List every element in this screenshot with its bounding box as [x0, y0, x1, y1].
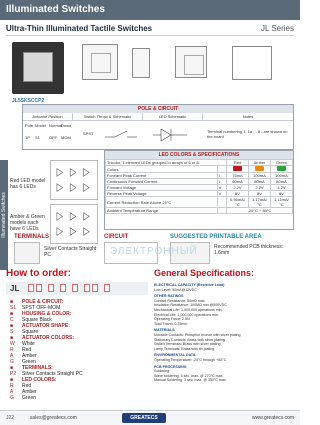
- led-sym: [217, 197, 226, 208]
- order-option: P2 Silver Contacts Straight PC: [10, 371, 83, 377]
- spec-line: Contact Resistance: 50mΩ max.: [154, 298, 206, 303]
- order-section-title: ■ ACTUATOR SHAPE:: [10, 323, 70, 329]
- led-value: 8V: [227, 191, 249, 197]
- order-option: W White: [10, 341, 35, 347]
- spec-group-head: ELECTRICAL CAPACITY (Resistive Load): [154, 283, 225, 287]
- spec-group-head: PCB PROCESSING: [154, 364, 187, 369]
- col-led-schematic: LED Schematic: [143, 113, 203, 120]
- order-slot: [72, 284, 78, 292]
- led-color-amber: Amber: [249, 160, 271, 166]
- part-number: JL5SKSCCP2: [12, 98, 45, 104]
- led-red-label: Red LED model has 6 LEDs: [10, 178, 46, 190]
- green-swatch: [277, 166, 286, 171]
- order-option: A Amber: [10, 389, 37, 395]
- order-option: R Red: [10, 347, 32, 353]
- circuit-title: CIRCUIT: [104, 234, 129, 240]
- order-section-title: ■ HOUSING & COLOR:: [10, 311, 72, 317]
- how-to-order-title: How to order:: [6, 268, 71, 279]
- pole-body: [23, 121, 293, 149]
- led-row: [106, 208, 293, 214]
- order-code-box: [6, 282, 148, 295]
- terminal-drawing: [14, 242, 40, 264]
- pole-sub-normal: Normal: [49, 123, 62, 128]
- led-value: 1.11mA/°C: [271, 197, 293, 208]
- led-color-red: Red: [227, 160, 249, 166]
- led-value: 4.2V: [271, 185, 293, 191]
- led-value: 100mA: [271, 173, 293, 179]
- side-tab-label: Illuminated Switches: [1, 192, 7, 238]
- order-section-title: ■ POLE & CIRCUIT:: [10, 299, 64, 305]
- led-sym: [217, 166, 226, 173]
- led-header-row: [106, 160, 293, 166]
- order-slot: [36, 284, 42, 292]
- led-value: 100mA: [249, 173, 271, 179]
- led-spec-title: LED COLORS & SPECIFICATIONS: [105, 151, 293, 159]
- order-option: G Green: [10, 359, 36, 365]
- pole-circuit-title: POLE & CIRCUIT: [23, 105, 293, 113]
- led-sym: I: [217, 173, 226, 179]
- general-spec-title: General Specifications:: [154, 268, 255, 278]
- brand-logo: GREATECS: [122, 413, 166, 423]
- led-value: 60mA: [227, 179, 249, 185]
- amber-swatch: [255, 166, 264, 171]
- spec-line: Wave soldering: 5 sec. max. @ 270°C max.: [154, 373, 224, 378]
- spec-line: Electrical Life: 1,000,000 operations min.: [154, 312, 219, 317]
- led-array-amber-green-diagram: [50, 204, 98, 244]
- led-array-red-diagram: [50, 160, 98, 200]
- watermark: ЭЛЕКТРОННЫЙ: [110, 246, 198, 257]
- order-slot: [28, 284, 34, 292]
- led-col-header: Tricolor, 1 element LEDs grouped in arrays of 6 or 8.: [106, 160, 227, 166]
- order-slot: [60, 284, 66, 292]
- footer-divider: [0, 410, 300, 411]
- led-sym: [217, 208, 226, 214]
- pole-header-row: [23, 113, 293, 121]
- spec-line: Movable Contacts: Phosphor bronze with silver plating: [154, 332, 241, 337]
- pcb-note: Recommended PCB thickness: 1.6mm: [214, 244, 284, 256]
- spec-line: Insulation Resistance: 100MΩ min.@500VDC: [154, 303, 227, 308]
- led-param: Colors: [106, 166, 218, 173]
- terminal-label: Silver Contacts Straight PC: [44, 246, 97, 258]
- led-spec-table: [104, 150, 294, 230]
- terminals-title: TERMINALS: [14, 234, 49, 240]
- order-slot: [48, 284, 54, 292]
- led-value: 8V: [249, 191, 271, 197]
- email-link[interactable]: sales@greatecs.com: [30, 415, 77, 421]
- spec-group-head: ENVIRONMENTAL DATA: [154, 353, 196, 358]
- order-slot: [104, 284, 110, 292]
- led-value: 80mA: [271, 179, 293, 185]
- order-options: [10, 299, 148, 401]
- pole-throw: SPST: [83, 131, 94, 136]
- drawing-bottom-view: [175, 46, 207, 78]
- spec-line: Operating Temperature: -20°C through +85°C: [154, 357, 227, 362]
- spec-group-head: MATERIALS: [154, 328, 175, 333]
- led-value: 2.2V: [227, 185, 249, 191]
- side-tab: [0, 160, 8, 270]
- pole-circuit-table: [22, 104, 294, 150]
- order-option: A Amber: [10, 353, 37, 359]
- pole-sub-pole: Pole: [25, 123, 34, 128]
- led-sym: V: [217, 191, 226, 197]
- spec-line: Stationary Contacts: Brass with silver plating: [154, 337, 225, 342]
- series-label: JL Series: [260, 24, 294, 33]
- led-value: 80mA: [249, 179, 271, 185]
- order-option: S1 SPST OFF-MOM: [10, 305, 61, 311]
- led-value: 8V: [271, 191, 293, 197]
- spec-line: Total Travel: 0.25mm: [154, 321, 188, 326]
- switch-schematic-icon: [103, 127, 139, 143]
- led-amber-green-label: Amber & Green models each have 6 LEDs: [10, 214, 45, 232]
- led-value: -20°C ~ 85°C: [227, 208, 293, 214]
- drawing-footprint: [232, 46, 272, 80]
- spec-group-head: OTHER RATINGS: [154, 294, 184, 299]
- led-param: Forward Peak Current: [106, 173, 218, 179]
- order-section-title: ■ TERMINALS:: [10, 365, 53, 371]
- order-section-title: ■ LED COLORS:: [10, 377, 57, 383]
- pole-note: Terminal numbering 1, 1a ... 8 - are shown on the board: [207, 129, 288, 139]
- led-param: Current Reduction Rate Above 25°C: [106, 197, 218, 208]
- spec-line: Mechanical Life: 1,000,000 operations min.: [154, 307, 223, 312]
- spec-line: Manual Soldering: 3 sec. max. @ 350°C max.: [154, 378, 227, 383]
- pole-val-down: MOM: [61, 135, 71, 140]
- col-switch-throw: Switch Throw & Schematic: [73, 113, 143, 120]
- page-number: J22: [6, 415, 15, 421]
- drawing-top-view: [82, 44, 118, 80]
- led-param: Forward Voltage: [106, 185, 218, 191]
- order-option: C Square Black: [10, 317, 52, 323]
- led-row-colors: [106, 166, 293, 173]
- drawing-side-view: [132, 48, 150, 78]
- product-subtitle: Ultra-Thin Illuminated Tactile Switches: [6, 24, 153, 33]
- order-option: G Green: [10, 395, 36, 401]
- led-value: 1.17mA/°C: [249, 197, 271, 208]
- led-value: 2.2V: [249, 185, 271, 191]
- pole-val-normal: OFF: [49, 135, 57, 140]
- led-param: Continuous Forward Current: [106, 179, 218, 185]
- pole-sub-model: Model: [35, 123, 46, 128]
- led-row: [106, 197, 293, 208]
- order-option: S Square: [10, 329, 39, 335]
- led-param: Reverse Peak Voltage: [106, 191, 218, 197]
- pcb-area-title: SUGGESTED PRINTABLE AREA: [170, 234, 262, 240]
- website-link[interactable]: www.greatecs.com: [252, 415, 294, 421]
- order-section-title: ■ ACTUATOR COLORS:: [10, 335, 75, 341]
- led-schematic-icon: [151, 125, 191, 145]
- spec-line: Switch Terminals: Brass with silver plating: [154, 342, 221, 347]
- led-spec-grid: [105, 159, 293, 214]
- order-option: R Red: [10, 383, 32, 389]
- col-actuator-position: Actuator Position: [23, 113, 73, 120]
- header-divider: [6, 35, 294, 36]
- led-value: 75mA: [227, 173, 249, 179]
- order-prefix: JL: [10, 284, 20, 293]
- col-notes: Notes: [242, 114, 254, 119]
- pole-sub-down: Down: [61, 123, 72, 128]
- general-spec-list: [154, 281, 294, 383]
- spec-line: Lamp Terminals: Brass with tin plating: [154, 346, 215, 351]
- led-param: Ambient Temperature Range: [106, 208, 218, 214]
- pole-val-model: S1: [35, 135, 40, 140]
- product-photo-cap: [23, 52, 53, 82]
- page-title: Illuminated Switches: [6, 4, 105, 15]
- spec-line: Soldering:: [154, 369, 171, 374]
- led-color-green: Green: [271, 160, 293, 166]
- spec-line: Low Level: 50mA@12VDC: [154, 287, 197, 292]
- product-photo: [12, 42, 64, 94]
- header-band: [0, 0, 300, 20]
- order-slot: [92, 284, 98, 292]
- pole-val-pole: 1P: [25, 135, 30, 140]
- order-slot: [84, 284, 90, 292]
- led-sym: V: [217, 185, 226, 191]
- footer: [0, 412, 300, 425]
- spec-line: Operating Force: 2.5N: [154, 317, 190, 322]
- led-sym: I: [217, 179, 226, 185]
- red-swatch: [233, 166, 242, 171]
- led-value: 0.96mA/°C: [227, 197, 249, 208]
